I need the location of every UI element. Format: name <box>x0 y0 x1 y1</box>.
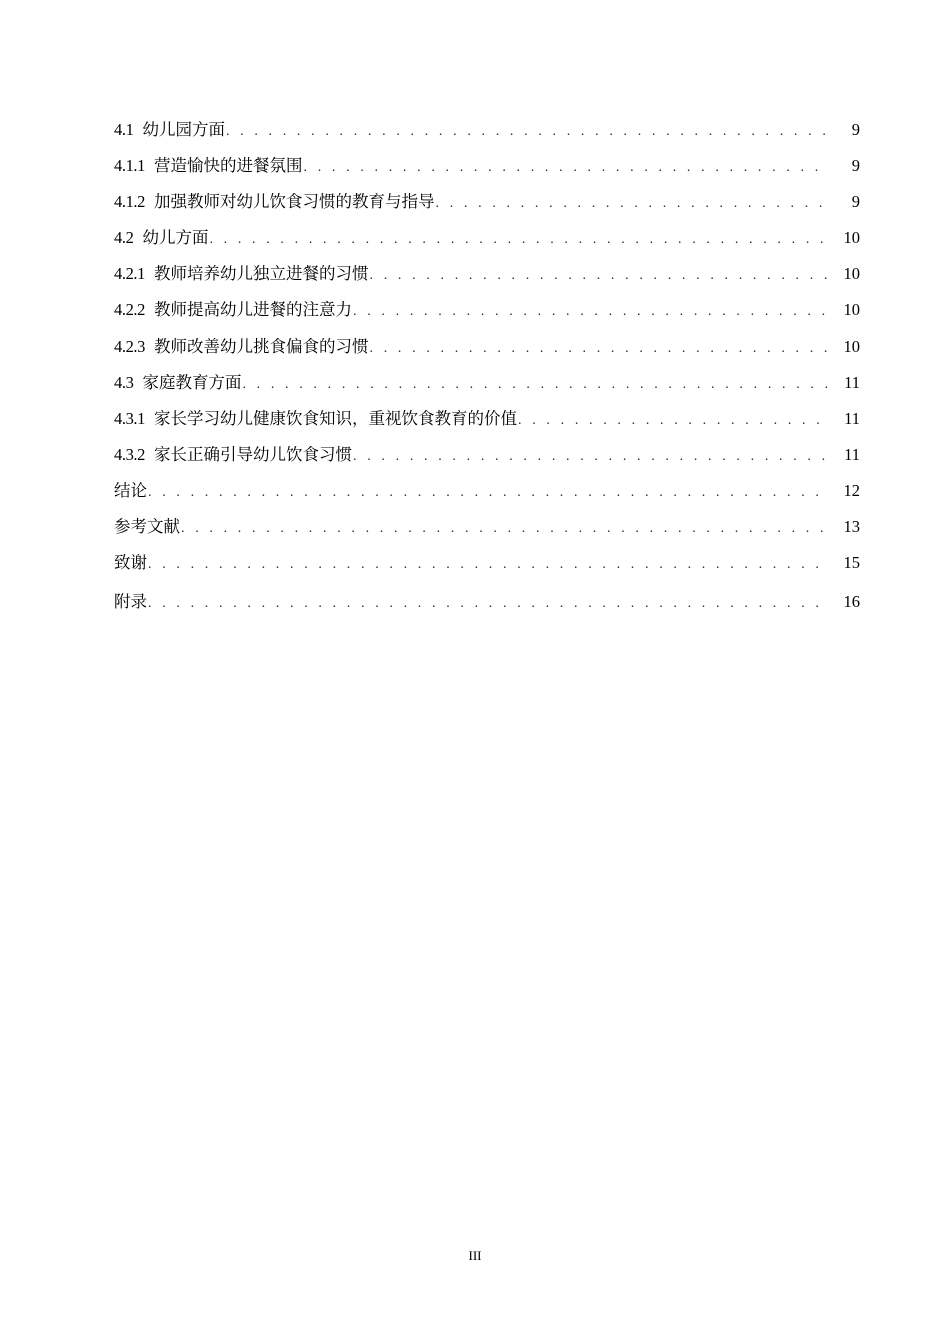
toc-entry-number: 4.1.1 <box>114 156 146 176</box>
toc-entry-page: 15 <box>843 553 860 573</box>
toc-entry[interactable] <box>114 473 860 509</box>
toc-dot-leader <box>304 150 828 186</box>
toc-entry-page: 11 <box>844 444 860 464</box>
toc-dot-leader <box>209 222 828 258</box>
toc-entry-number: 4.2 <box>114 228 134 248</box>
toc-entry-page: 13 <box>843 517 860 537</box>
toc-entry[interactable] <box>114 220 860 256</box>
toc-dot-leader <box>181 511 828 547</box>
toc-entry-title: 结论 <box>114 480 147 500</box>
toc-entry[interactable] <box>114 509 860 545</box>
toc-entry-title: 教师培养幼儿独立进餐的习惯 <box>154 264 369 284</box>
toc-entry-number: 4.2.2 <box>114 300 146 320</box>
toc-entry[interactable] <box>114 584 860 620</box>
toc-entry[interactable] <box>114 545 860 581</box>
toc-entry[interactable] <box>114 256 860 292</box>
toc-dot-leader <box>370 258 828 294</box>
toc-dot-leader <box>353 439 828 475</box>
toc-entry-page: 9 <box>851 120 860 139</box>
toc-entry-number: 4.3 <box>114 372 134 392</box>
toc-entry-title: 致谢 <box>114 553 147 573</box>
toc-dot-leader <box>353 294 828 330</box>
toc-dot-leader <box>148 547 828 583</box>
toc-entry[interactable] <box>114 329 860 365</box>
toc-entry-page: 9 <box>851 192 860 212</box>
toc-dot-leader <box>370 331 828 367</box>
toc-entry-page: 11 <box>844 408 860 428</box>
toc-entry-page: 9 <box>851 156 860 176</box>
page-footer <box>0 1248 950 1264</box>
toc-entry-number: 4.2.3 <box>114 336 146 356</box>
toc-entry[interactable] <box>114 437 860 473</box>
toc-entry-title: 附录 <box>114 592 147 612</box>
toc-entry[interactable] <box>114 184 860 220</box>
toc-entry-title: 教师改善幼儿挑食偏食的习惯 <box>154 336 369 356</box>
toc-entry-page: 10 <box>843 336 860 356</box>
toc-entry-title: 幼儿方面 <box>142 228 209 248</box>
toc-entry[interactable] <box>114 112 860 148</box>
toc-entry[interactable] <box>114 148 860 184</box>
page-number: III <box>468 1248 482 1263</box>
toc-entry-title: 幼儿园方面 <box>142 120 225 139</box>
toc-entry-number: 4.3.2 <box>114 444 146 464</box>
toc-entry-title: 参考文献 <box>114 517 180 537</box>
toc-entry-number: 4.1.2 <box>114 192 146 212</box>
toc-dot-leader <box>148 475 828 511</box>
toc-dot-leader <box>518 403 828 439</box>
toc-entry-number: 4.3.1 <box>114 408 146 428</box>
toc-entry-title: 家长正确引导幼儿饮食习惯 <box>154 444 353 464</box>
toc-entry-number: 4.2.1 <box>114 264 146 284</box>
toc-entry[interactable] <box>114 365 860 401</box>
toc-entry-title: 家庭教育方面 <box>142 372 242 392</box>
toc-entry-title: 教师提高幼儿进餐的注意力 <box>154 300 353 320</box>
toc-entry-page: 11 <box>844 372 860 392</box>
toc-entry-page: 10 <box>843 300 860 320</box>
toc-entry[interactable] <box>114 292 860 328</box>
toc-entry-page: 12 <box>843 480 860 500</box>
toc-dot-leader <box>226 114 828 150</box>
toc-entry-page: 16 <box>843 592 860 612</box>
toc-entry-title: 家长学习幼儿健康饮食知识，重视饮食教育的价值 <box>154 408 518 428</box>
toc-entry[interactable] <box>114 401 860 437</box>
toc-entry-title: 加强教师对幼儿饮食习惯的教育与指导 <box>154 192 435 212</box>
toc-entry-page: 10 <box>843 264 860 284</box>
toc-entry-page: 10 <box>843 228 860 248</box>
table-of-contents <box>114 112 860 620</box>
toc-entry-title: 营造愉快的进餐氛围 <box>154 156 303 176</box>
toc-dot-leader <box>148 586 828 622</box>
toc-dot-leader <box>242 367 828 403</box>
toc-entry-number: 4.1 <box>114 120 134 139</box>
toc-dot-leader <box>436 186 828 222</box>
